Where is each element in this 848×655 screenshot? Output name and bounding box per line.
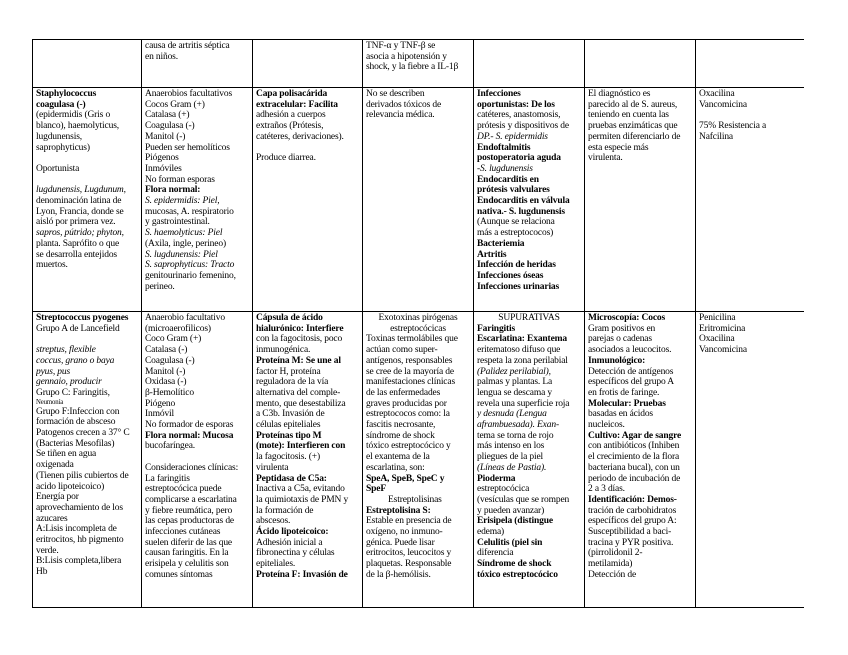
cell-line: extracelular: Facilita xyxy=(256,99,338,110)
cell-line: β-Hemolítico xyxy=(145,387,194,398)
cell-line: Piógenos xyxy=(145,153,179,164)
cell-line: hialurónico: Interfiere xyxy=(256,323,344,334)
cell-line: Detección de xyxy=(588,569,637,580)
cell-line: relevancia médica. xyxy=(366,110,435,121)
cell-line: nucleicos. xyxy=(588,420,625,431)
cell-line: B:Lisis completa,libera xyxy=(36,556,122,567)
cell-line: S. lugdunensis: Piel xyxy=(145,249,218,260)
cell-line: tóxico estreptocócico y xyxy=(366,441,451,452)
cell-line: Gram positivos en xyxy=(588,323,656,334)
cell-staphylococcus-toxins xyxy=(363,88,474,312)
cell-line: Proteínas tipo M xyxy=(256,430,322,441)
cell-line: S. epidermidis: Piel, xyxy=(145,196,220,207)
cell-line: Inmóviles xyxy=(145,163,182,174)
cell-line: diferencia xyxy=(477,548,514,559)
cell-line: Faringitis xyxy=(477,323,516,334)
cell-line: (microaerofilicos) xyxy=(145,323,211,334)
cell-line: Se tiñen en agua xyxy=(36,449,97,460)
cell-line: denominación latina de xyxy=(36,196,122,206)
cell-line: nativa.- S. lugdunensis xyxy=(477,206,565,217)
cell-line: a C3b. Invasión de xyxy=(256,409,325,420)
cell-line: comunes síntomas xyxy=(145,569,213,580)
cell-line: erisipela y celulitis son xyxy=(145,559,229,570)
cell-line: complicarse a escarlatina xyxy=(145,494,237,505)
cell-line: Cocos Gram (+) xyxy=(145,99,205,110)
cell-line: graves producidas por xyxy=(366,398,447,409)
cell-line: plaquetas. Responsable xyxy=(366,559,452,570)
cell-line: Estreptolisinas xyxy=(388,494,442,505)
cell-line: asociados a leucocitos. xyxy=(588,345,672,356)
cell-line: Inmunológico: xyxy=(588,355,646,366)
cell-line: Endocarditis en xyxy=(477,174,539,185)
cell-line: S. saprophyticus: Tracto xyxy=(145,260,235,271)
cell-line: la formación de xyxy=(256,505,314,516)
cell-continuation-virulence-factors xyxy=(253,40,363,88)
cell-line: saprophyticus) xyxy=(36,142,90,153)
cell-line: Piógeno xyxy=(145,398,176,409)
cell-line: tracina y PYR positiva. xyxy=(588,537,674,548)
cell-line: metilamida) xyxy=(588,559,633,570)
cell-line: shock, y la fiebre a IL-1β xyxy=(366,62,459,73)
cell-line: SUPURATIVAS xyxy=(498,313,560,323)
cell-line: eritematoso difuso que xyxy=(477,345,561,356)
cell-line: lugdunensis, xyxy=(36,131,82,142)
cell-staphylococcus-diseases xyxy=(474,88,585,312)
cell-line: (pirrolidonil 2- xyxy=(588,548,643,559)
cell-line xyxy=(36,334,138,345)
cell-line: basadas en ácidos xyxy=(588,409,653,420)
cell-line: adhesión a cuerpos xyxy=(256,110,326,121)
cell-line: -S. lugdunensis xyxy=(477,163,533,174)
cell-line: Infecciones urinarias xyxy=(477,281,560,292)
cell-line: coccus, grano o baya xyxy=(36,355,115,366)
cell-continuation-toxins xyxy=(363,40,474,88)
cell-line: Grupo C: Faringitis, xyxy=(36,387,110,398)
cell-continuation-diseases xyxy=(474,40,585,88)
cell-line: DP.- S. epidermidis xyxy=(477,131,548,142)
cell-line: alternativa del comple- xyxy=(256,387,341,398)
cell-line: blanco), haemolyticus, xyxy=(36,121,119,132)
cell-line: Endoftalmitis xyxy=(477,142,531,153)
cell-line: Estable en presencia de xyxy=(366,516,452,527)
cell-line: manifestaciones clínicas xyxy=(366,377,455,388)
cell-line: bucofaríngea. xyxy=(145,441,196,452)
cell-line: Molecular: Pruebas xyxy=(588,398,666,409)
cell-line: oportunistas: De los xyxy=(477,99,555,110)
cell-line: fascitis necrosante, xyxy=(366,420,436,431)
cell-line: tema se torna de rojo xyxy=(477,430,554,441)
cell-staphylococcus-virulence-factors xyxy=(253,88,363,312)
cell-line: inmunogénica. xyxy=(256,345,311,356)
cell-line: No formador de esporas xyxy=(145,420,234,431)
cell-line: Proteína M: Se une al xyxy=(256,355,341,366)
cell-line: causan faringitis. En la xyxy=(145,548,229,559)
cell-line: pyus, pus xyxy=(36,366,71,377)
cell-line: Pueden ser hemolíticos xyxy=(145,142,230,153)
cell-line: extraños (Prótesis, xyxy=(256,121,324,132)
cell-line: Hb xyxy=(36,567,48,578)
cell-line: se cree de la mayoría de xyxy=(366,366,454,377)
cell-line: Identificación: Demos- xyxy=(588,494,677,505)
cell-line: Coco Gram (+) xyxy=(145,334,202,345)
cell-line: palmas y plantas. La xyxy=(477,377,553,388)
cell-line: con antibióticos (Inhiben xyxy=(588,441,680,452)
cell-line: teniendo en cuenta las xyxy=(588,110,669,121)
cell-line: (Aunque se relaciona xyxy=(477,217,555,228)
cell-line: Susceptibilidad a baci- xyxy=(588,527,672,538)
cell-line: pruebas enzimáticas que xyxy=(588,121,678,132)
cell-line: Artritis xyxy=(477,249,507,260)
cell-line: SpeF xyxy=(366,484,386,495)
cell-line: Pioderma xyxy=(477,473,516,484)
cell-line: Detección de antígenos xyxy=(588,366,674,377)
cell-line: Estreptolisina S: xyxy=(366,505,431,516)
cell-line: A:Lisis incompleta de xyxy=(36,524,117,535)
cell-line: perineo. xyxy=(145,281,175,292)
cell-line: asocia a hipotensión y xyxy=(366,51,447,62)
cell-line: eritrocitos, leucocitos y xyxy=(366,548,452,559)
cell-line: Inactiva a C5a, evitando xyxy=(256,484,345,495)
cell-line: streptus, flexible xyxy=(36,345,96,356)
table-row-streptococcus xyxy=(33,312,805,608)
cell-line: Streptococcus pyogenes xyxy=(36,313,129,323)
cell-streptococcus-virulence-factors xyxy=(253,312,363,608)
cell-continuation-morphology xyxy=(142,40,253,88)
microbiology-table xyxy=(32,39,804,608)
table-row-continuation xyxy=(33,40,805,88)
cell-line: suelen diferir de las que xyxy=(145,537,232,548)
cell-line: mento, que desestabiliza xyxy=(256,398,346,409)
cell-line: planta. Saprófito o que xyxy=(36,238,120,249)
cell-line: Proteína F: Invasión de xyxy=(256,569,348,580)
cell-line: Consideraciones clínicas: xyxy=(145,462,239,473)
cell-line: Anaerobio facultativo xyxy=(145,313,225,323)
cell-line: Eritromicina xyxy=(699,323,746,334)
cell-line: La faringitis xyxy=(145,473,190,484)
cell-line: la quimiotaxis de PMN y xyxy=(256,494,349,505)
cell-line: Catalasa (+) xyxy=(145,110,190,121)
cell-line: El diagnóstico es xyxy=(588,89,651,99)
cell-staphylococcus-morphology xyxy=(142,88,253,312)
cell-line: Exotoxinas pirógenas xyxy=(378,313,458,323)
cell-continuation-organism xyxy=(33,40,142,88)
cell-line: reguladora de la vía xyxy=(256,377,329,388)
cell-line: estreptocócicas xyxy=(390,323,446,334)
cell-line: formación de absceso xyxy=(36,417,116,428)
cell-line: Bacteriemia xyxy=(477,238,525,249)
cell-line: Infección de heridas xyxy=(477,260,556,271)
cell-staphylococcus-treatment xyxy=(696,88,805,312)
cell-streptococcus-diagnosis xyxy=(585,312,696,608)
cell-line xyxy=(36,175,138,186)
cell-line: derivados tóxicos de xyxy=(366,99,442,110)
cell-line: Síndrome de shock xyxy=(477,559,552,570)
cell-streptococcus-diseases xyxy=(474,312,585,608)
cell-line: la fagocitosis. (+) xyxy=(256,452,320,463)
cell-line: Oportunista xyxy=(36,163,80,174)
cell-line: Vancomicina xyxy=(699,99,747,110)
cell-line: postoperatoria aguda xyxy=(477,153,561,164)
cell-line: (Palidez perilabial), xyxy=(477,366,551,377)
cell-line: aprovechamiento de los xyxy=(36,502,123,513)
cell-line: Grupo F:Infeccion con xyxy=(36,406,120,417)
cell-line: Catalasa (-) xyxy=(145,345,188,356)
cell-line: No se describen xyxy=(366,89,425,99)
cell-line: mucosas, A. respiratorio xyxy=(145,206,234,217)
cell-line: pliegues de la piel xyxy=(477,452,544,463)
cell-line: Penicilina xyxy=(699,313,736,323)
cell-staphylococcus-diagnosis xyxy=(585,88,696,312)
cell-line: infecciones cutáneas xyxy=(145,527,221,538)
cell-line: el crecimiento de la flora xyxy=(588,452,680,463)
cell-line: de la β-hemólisis. xyxy=(366,569,431,580)
cell-line: respeta la zona perilabial xyxy=(477,355,568,366)
cell-line: Erisipela (distingue xyxy=(477,516,553,527)
cell-line: aframbuesada). Exan- xyxy=(477,420,559,431)
cell-line: Manitol (-) xyxy=(145,131,186,142)
cell-line xyxy=(36,153,138,164)
cell-line: Oxidasa (-) xyxy=(145,377,187,388)
cell-line: Capa polisacárida xyxy=(256,89,328,99)
cell-streptococcus-treatment xyxy=(696,312,805,608)
cell-line: Lyon, Francia, donde se xyxy=(36,206,124,217)
cell-line: el exantema de la xyxy=(366,452,430,463)
cell-line: estreptocócica puede xyxy=(145,484,222,495)
cell-line: gennaio, producir xyxy=(36,377,102,388)
cell-line: azucares xyxy=(36,513,68,524)
cell-line: y gastrointestinal. xyxy=(145,217,210,228)
cell-line: catéteres, derivaciones). xyxy=(256,131,344,142)
cell-line: (epidermidis (Gris o xyxy=(36,110,111,121)
cell-line: prótesis y dispositivos de xyxy=(477,121,569,132)
cell-line: en frotis de faringe. xyxy=(588,387,660,398)
cell-line: en niños. xyxy=(145,51,178,62)
cell-line: las cepas productoras de xyxy=(145,516,234,527)
cell-line: Energía por xyxy=(36,492,79,503)
cell-line: muertos. xyxy=(36,260,68,271)
cell-line: génica. Puede lisar xyxy=(366,537,435,548)
cell-line: y fiebre reumática, pero xyxy=(145,505,233,516)
cell-staphylococcus-organism xyxy=(33,88,142,312)
cell-line: S. haemolyticus: Piel xyxy=(145,228,223,239)
cell-line: Ácido lipoteicoico: xyxy=(256,527,329,538)
cell-line: 2 a 3 días. xyxy=(588,484,625,495)
cell-streptococcus-organism xyxy=(33,312,142,608)
cell-line: verde. xyxy=(36,545,59,556)
cell-line: estreptocócica xyxy=(477,484,530,495)
cell-line: esta especie más xyxy=(588,142,649,153)
cell-line: Nafcilina xyxy=(699,131,733,142)
cell-continuation-treatment xyxy=(696,40,805,88)
cell-line: 75% Resistencia a xyxy=(699,121,767,132)
cell-line: factor H, proteína xyxy=(256,366,321,377)
cell-line: Flora normal: xyxy=(145,185,201,196)
cell-line: oxígeno, no inmuno- xyxy=(366,527,443,538)
cell-line: Celulitis (piel sin xyxy=(477,537,543,548)
cell-line: Manitol (-) xyxy=(145,366,186,377)
cell-line: SpeA, SpeB, SpeC y xyxy=(366,473,445,484)
cell-line: parejas o cadenas xyxy=(588,334,652,345)
cell-line: específicos del grupo A: xyxy=(588,516,677,527)
cell-line: y desnuda (Lengua xyxy=(477,409,547,420)
cell-line: Escarlatina: Exantema xyxy=(477,334,567,345)
cell-line: fibronectina y células xyxy=(256,548,335,559)
cell-line: No forman esporas xyxy=(145,174,215,185)
cell-line xyxy=(699,110,801,121)
cell-line: (Bacterias Mesofilas) xyxy=(36,438,115,449)
cell-line: Coagulasa (-) xyxy=(145,121,195,132)
cell-line: TNF-α y TNF-β se xyxy=(366,41,436,51)
cell-line: Oxacilina xyxy=(699,89,735,99)
cell-line: síndrome de shock xyxy=(366,430,435,441)
cell-line: Patogenos crecen a 37° C xyxy=(36,428,130,439)
cell-line: genitourinario femenino, xyxy=(145,270,236,281)
cell-line: Flora normal: Mucosa xyxy=(145,430,234,441)
cell-line: Cápsula de ácido xyxy=(256,313,323,323)
cell-line: Microscopía: Cocos xyxy=(588,313,666,323)
cell-line: actúan como super- xyxy=(366,345,438,356)
cell-line: bacteriana bucal), con un xyxy=(588,462,680,473)
cell-line: tóxico estreptocócico xyxy=(477,569,558,580)
cell-line: estreptococos como: la xyxy=(366,409,450,420)
cell-line: con la fagocitosis, poco xyxy=(256,334,343,345)
cell-line: Infecciones óseas xyxy=(477,270,544,281)
cell-line: Anaerobios facultativos xyxy=(145,89,233,99)
cell-line: Cultivo: Agar de sangre xyxy=(588,430,682,441)
cell-line: (Líneas de Pastia). xyxy=(477,462,547,473)
cell-line: parecido al de S. aureus, xyxy=(588,99,678,110)
cell-line: lugdunensis, Lugdunum, xyxy=(36,185,126,196)
cell-line: Infecciones xyxy=(477,89,521,99)
cell-line: causa de artritis séptica xyxy=(145,41,230,51)
cell-line: lengua se descama y xyxy=(477,387,552,398)
cell-line: Vancomicina xyxy=(699,345,747,356)
cell-line: Neumonía xyxy=(36,398,64,406)
cell-line: más a estreptococos) xyxy=(477,228,554,239)
cell-line: prótesis valvulares xyxy=(477,185,550,196)
cell-line: Peptidasa de C5a: xyxy=(256,473,327,484)
cell-line: catéteres, anastomosis, xyxy=(477,110,561,121)
cell-line xyxy=(256,143,359,154)
cell-line: oxigenada xyxy=(36,460,74,471)
cell-line: (mote): Interfieren con xyxy=(256,441,346,452)
cell-line: Staphylococcus xyxy=(36,89,97,99)
cell-line: Endocarditis en válvula xyxy=(477,196,570,207)
cell-line: acido lipoteicoico) xyxy=(36,481,105,492)
cell-line: virulenta. xyxy=(588,153,623,164)
cell-line: y pueden avanzar) xyxy=(477,505,545,516)
cell-line: específicos del grupo A xyxy=(588,377,674,388)
cell-streptococcus-morphology xyxy=(142,312,253,608)
cell-line: (Tienen pilis cubiertos de xyxy=(36,470,129,481)
cell-line: Coagulasa (-) xyxy=(145,355,195,366)
cell-line: eritrocitos, hb pigmento xyxy=(36,535,124,546)
cell-line: (vesículas que se rompen xyxy=(477,494,570,505)
cell-line: (Axila, ingle, perineo) xyxy=(145,238,226,249)
cell-line: escarlatina, son: xyxy=(366,462,425,473)
cell-line: Toxinas termolábiles que xyxy=(366,334,458,345)
cell-line: más intenso en los xyxy=(477,441,545,452)
cell-line: revela una superficie roja xyxy=(477,398,570,409)
cell-line: Produce diarrea. xyxy=(256,153,316,164)
cell-line: tración de carbohidratos xyxy=(588,505,677,516)
cell-line: células epiteliales xyxy=(256,420,321,431)
cell-line: virulenta xyxy=(256,462,289,473)
cell-line: antígenos, responsables xyxy=(366,355,453,366)
cell-line: periodo de incubación de xyxy=(588,473,681,484)
cell-line: abscesos. xyxy=(256,516,291,527)
cell-line: Inmóvil xyxy=(145,409,175,420)
document-page xyxy=(32,39,804,609)
cell-streptococcus-toxins xyxy=(363,312,474,608)
cell-line: Oxacilina xyxy=(699,334,735,345)
cell-line xyxy=(145,452,249,463)
cell-line: permiten diferenciarlo de xyxy=(588,131,681,142)
cell-line: de las enfermedades xyxy=(366,387,441,398)
cell-line: aisló por primera vez. xyxy=(36,217,116,228)
cell-line: sapros, pútrido; phyton, xyxy=(36,228,124,239)
cell-line: Grupo A de Lancefield xyxy=(36,323,120,334)
table-row-staphylococcus xyxy=(33,88,805,312)
cell-line: epiteliales. xyxy=(256,559,296,570)
cell-line: Adhesión inicial a xyxy=(256,537,323,548)
cell-line: coagulasa (-) xyxy=(36,99,86,110)
cell-continuation-diagnosis xyxy=(585,40,696,88)
cell-line: edema) xyxy=(477,527,505,538)
cell-line: se desarrolla entejidos xyxy=(36,249,117,260)
